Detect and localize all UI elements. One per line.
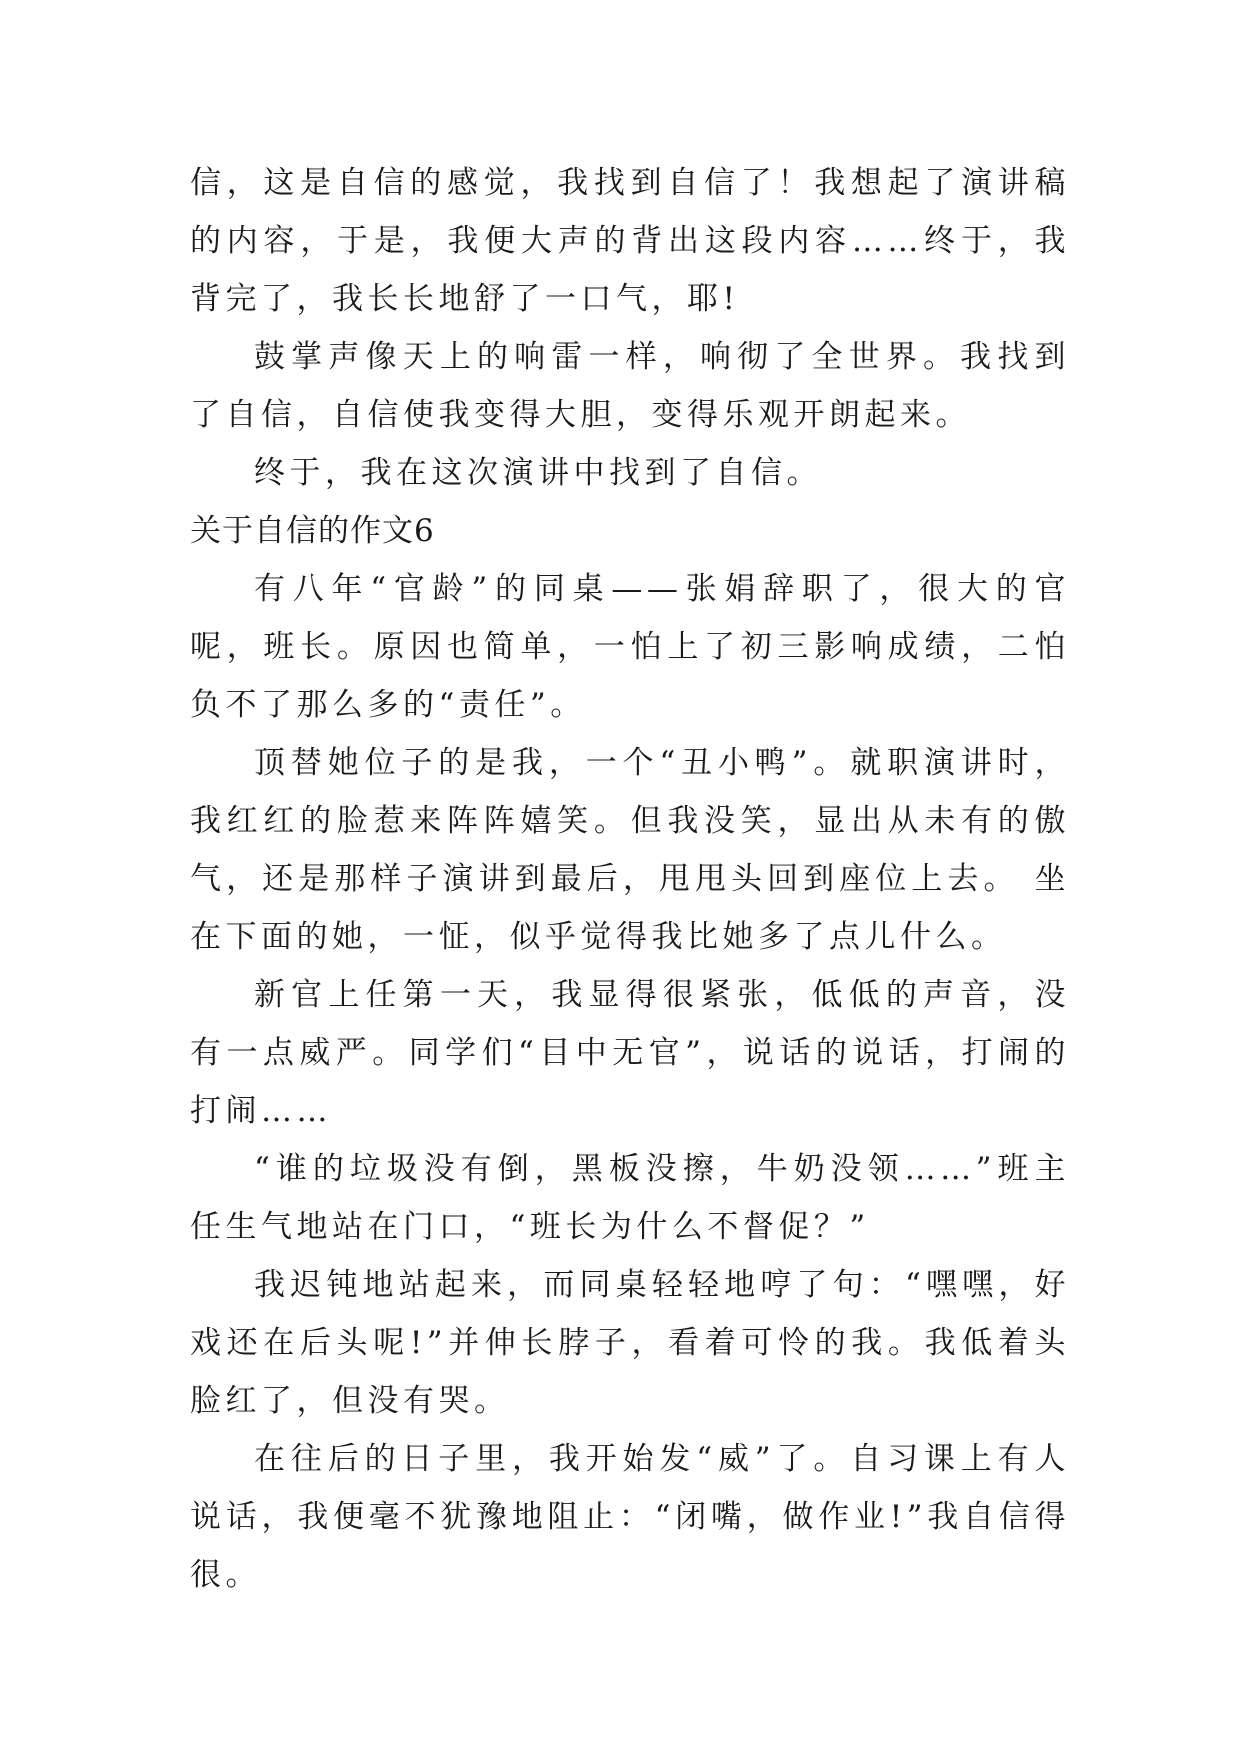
paragraph-1: 信，这是自信的感觉，我找到自信了！我想起了演讲稿的内容，于是，我便大声的背出这段内容……终于，我背完了，我长长地舒了一口气，耶!	[190, 165, 1070, 317]
paragraph-7: “谁的垃圾没有倒，黑板没擦，牛奶没领……”班主任生气地站在门口，“班长为什么不督促？”	[190, 1151, 1070, 1245]
paragraph-8: 我迟钝地站起来，而同桌轻轻地哼了句：“嘿嘿，好戏还在后头呢!”并伸长脖子，看着可怜的我。我低着头脸红了，但没有哭。	[190, 1267, 1070, 1419]
section-heading: 关于自信的作文6	[190, 513, 435, 549]
paragraph-9: 在往后的日子里，我开始发“威”了。自习课上有人说话，我便毫不犹豫地阻止：“闭嘴，做作业!”我自信得很。	[190, 1441, 1070, 1593]
document-body	[190, 154, 1070, 1604]
paragraph-3: 终于，我在这次演讲中找到了自信。	[254, 455, 822, 491]
paragraph-5: 顶替她位子的是我，一个“丑小鸭”。就职演讲时，我红红的脸惹来阵阵嬉笑。但我没笑，显出从未有的傲气，还是那样子演讲到最后，甩甩头回到座位上去。 坐在下面的她，一怔，似乎觉得我比她多了点儿什么。	[190, 745, 1070, 955]
paragraph-4: 有八年“官龄”的同桌——张娟辞职了，很大的官呢，班长。原因也简单，一怕上了初三影响成绩，二怕负不了那么多的“责任”。	[190, 571, 1070, 723]
paragraph-2: 鼓掌声像天上的响雷一样，响彻了全世界。我找到了自信，自信使我变得大胆，变得乐观开朗起来。	[190, 339, 1070, 433]
paragraph-6: 新官上任第一天，我显得很紧张，低低的声音，没有一点威严。同学们“目中无官”，说话的说话，打闹的打闹……	[190, 977, 1070, 1129]
